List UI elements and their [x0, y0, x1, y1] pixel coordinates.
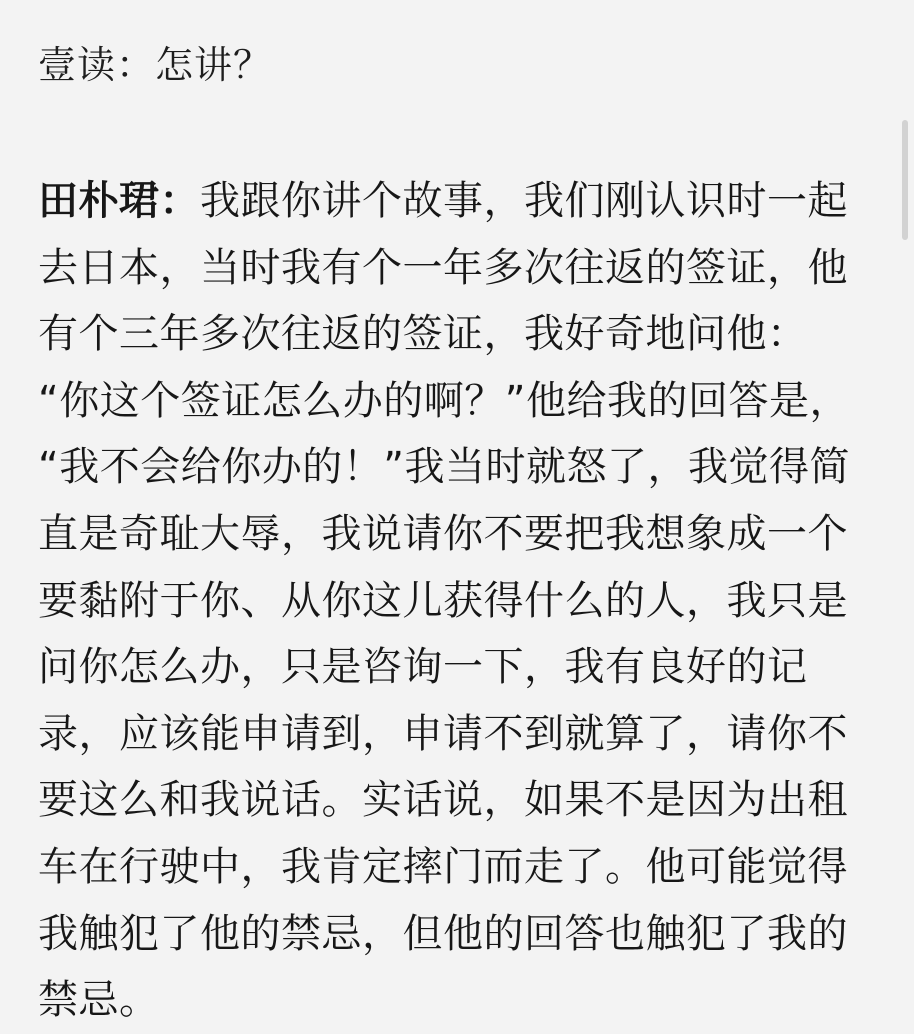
- answer-line: 去日本，当时我有个一年多次往返的签证，他: [38, 244, 848, 291]
- question-separator: ：: [116, 43, 156, 87]
- answer-line: “你这个签证怎么办的啊？”他给我的回答是，: [38, 377, 850, 424]
- answer-line: 车在行驶中，我肯定摔门而走了。他可能觉得: [38, 843, 848, 890]
- answer-line: 录，应该能申请到，申请不到就算了，请你不: [38, 710, 848, 757]
- answer-line: 要这么和我说话。实话说，如果不是因为出租: [38, 777, 848, 824]
- answer-line: [38, 168, 878, 235]
- answer-line: 禁忌。: [38, 977, 160, 1024]
- article-body: [38, 26, 878, 1034]
- question-text: 怎讲？: [155, 43, 273, 87]
- answer-speaker: 田朴珺: [38, 178, 160, 224]
- answer-line: 问你怎么办，只是咨询一下，我有良好的记: [38, 644, 808, 691]
- answer-line: 有个三年多次往返的签证，我好奇地问他：: [38, 311, 808, 358]
- answer-line: 要黏附于你、从你这儿获得什么的人，我只是: [38, 577, 848, 624]
- question-speaker: 壹读: [38, 43, 117, 87]
- answer-line: 直是奇耻大辱，我说请你不要把我想象成一个: [38, 510, 848, 557]
- answer-paragraph: [38, 168, 878, 1034]
- scrollbar[interactable]: [902, 120, 908, 240]
- answer-line: 我触犯了他的禁忌，但他的回答也触犯了我的: [38, 910, 848, 957]
- answer-line: “我不会给你办的！”我当时就怒了，我觉得简: [38, 444, 850, 491]
- question-line: [38, 26, 878, 104]
- answer-separator: ：: [159, 178, 200, 224]
- answer-line-text: 我跟你讲个故事，我们刚认识时一起: [200, 178, 848, 224]
